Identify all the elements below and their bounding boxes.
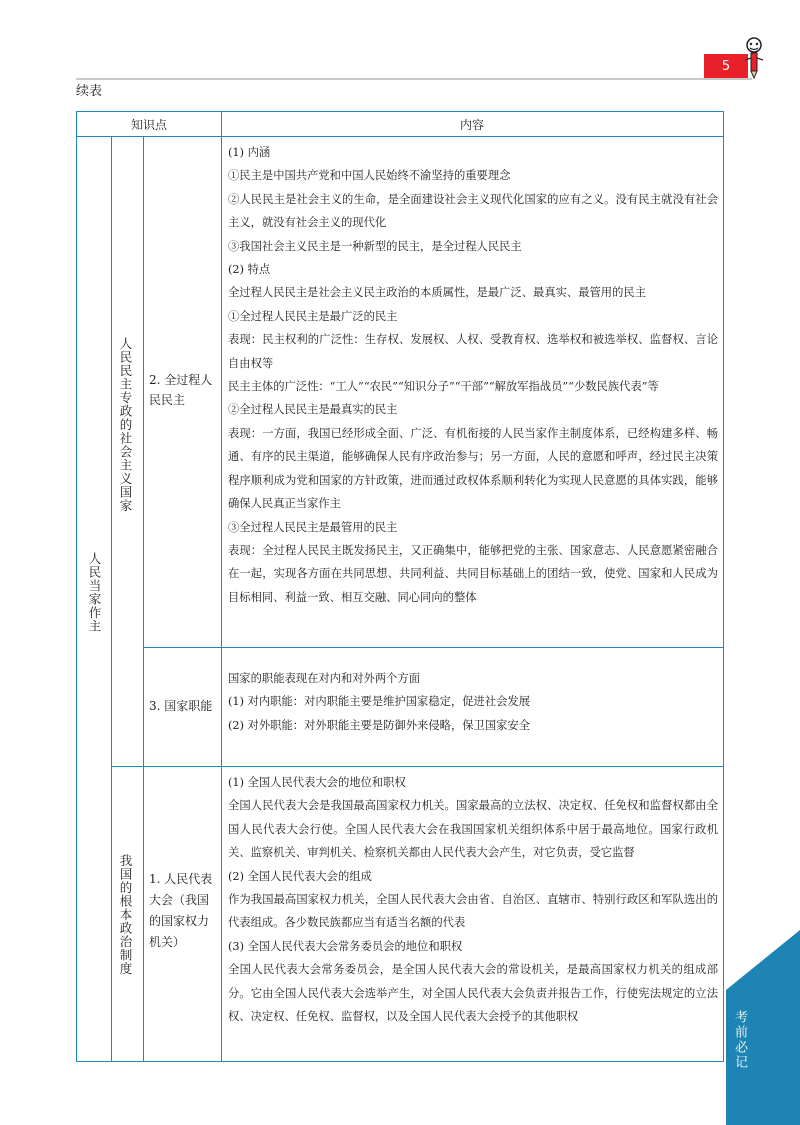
group-label-political-system: 我国的根本政治制度 [118, 854, 133, 976]
content-line: (1) 全国人民代表大会的地位和职权 [228, 776, 406, 789]
topic-people-masters: 人民当家作主 [87, 552, 102, 633]
topic-state-functions: 3. 国家职能 [149, 699, 213, 713]
content-line: ②人民民主是社会主义的生命，是全面建设社会主义现代化国家的应有之义。没有民主就没有社会主义，就没有社会主义的现代化 [228, 192, 718, 230]
content-line: 表现：一方面，我国已经形成全面、广泛、有机衔接的人民当家作主制度体系，已经构建多样、畅通、有序的民主渠道，能够确保人民有序政治参与；另一方面，人民的意愿和呼声，经过民主决策程序顺利成为党和国家的方针政策，进而通过政权体系顺利转化为实现人民意愿的具体实践，能够确保人民真正当家作主 [228, 426, 718, 511]
content-line: (1) 内涵 [228, 146, 271, 159]
content-line: 民主主体的广泛性：“工人”“农民”“知识分子”“干部”“解放军指战员”“少数民族代表”等 [228, 380, 659, 394]
content-line: 全国人民代表大会是我国最高国家权力机关。国家最高的立法权、决定权、任免权和监督权都由全国人民代表大会行使。全国人民代表大会在我国国家机关组织体系中居于最高地位。国家行政机关、监察机关、审判机关、检察机关都由人民代表大会产生，对它负责，受它监督 [228, 799, 718, 860]
col1-divider [111, 136, 112, 1061]
topic-whole-process-democracy: 2. 全过程人民民主 [149, 373, 213, 407]
content-line: 表现：民主权利的广泛性：生存权、发展权、人权、受教育权、选举权和被选举权、监督权、言论自由权等 [228, 333, 718, 370]
page-number: 5 [704, 54, 748, 78]
content-line: 全国人民代表大会常务委员会，是全国人民代表大会的常设机关，是最高国家权力机关的组成部分。它由全国人民代表大会选举产生，对全国人民代表大会负责并报告工作，行使宪法规定的立法权、决定权、任免权、监督权，以及全国人民代表大会授予的其他职权 [228, 963, 718, 1024]
group-label-dictatorship: 人民民主专政的社会主义国家 [118, 337, 133, 513]
content-line: ①民主是中国共产党和中国人民始终不渝坚持的重要理念 [228, 169, 511, 183]
header-rule [76, 78, 752, 80]
pencil-mascot-icon [738, 36, 770, 80]
content-column-divider [221, 112, 222, 1061]
content-peoples-congress [228, 771, 718, 1028]
side-tab-label: 考前必记 [732, 1010, 747, 1070]
header-knowledge-point: 知识点 [130, 117, 167, 132]
content-state-functions [228, 667, 718, 737]
topic-peoples-congress: 1. 人民代表大会（我国的国家权力机关） [149, 872, 213, 949]
content-line: (2) 特点 [228, 263, 271, 277]
content-line: ③我国社会主义民主是一种新型的民主，是全过程人民民主 [228, 239, 522, 253]
content-whole-process-democracy [228, 141, 718, 609]
knowledge-table [76, 111, 724, 1062]
content-line: (3) 全国人民代表大会常务委员会的地位和职权 [228, 939, 463, 953]
content-line: ①全过程人民民主是最广泛的民主 [228, 309, 398, 323]
content-line: (2) 全国人民代表大会的组成 [228, 869, 372, 883]
header-divider [77, 136, 723, 137]
content-line: 全过程人民民主是社会主义民主政治的本质属性，是最广泛、最真实、最管用的民主 [228, 286, 646, 300]
content-line: (1) 对内职能：对内职能主要是维护国家稳定，促进社会发展 [228, 695, 531, 709]
row-divider-1 [143, 647, 723, 648]
content-line: 表现：全过程人民民主既发扬民主，又正确集中，能够把党的主张、国家意志、人民意愿紧密融合在一起，实现各方面在共同思想、共同利益、共同目标基础上的团结一致，使党、国家和人民成为目标相同、利益一致、相互交融、同心同向的整体 [228, 543, 718, 604]
content-line: (2) 对外职能：对外职能主要是防御外来侵略，保卫国家安全 [228, 718, 531, 732]
content-line: 作为我国最高国家权力机关，全国人民代表大会由省、自治区、直辖市、特别行政区和军队选出的代表组成。各少数民族都应当有适当名额的代表 [228, 893, 718, 930]
col2-divider [143, 136, 144, 1061]
continued-label: 续表 [76, 84, 103, 99]
content-line: ③全过程人民民主是最管用的民主 [228, 520, 398, 534]
content-line: ②全过程人民民主是最真实的民主 [228, 403, 398, 417]
group-divider [111, 766, 723, 767]
header-content: 内容 [459, 117, 484, 132]
content-line: 国家的职能表现在对内和对外两个方面 [228, 672, 421, 685]
